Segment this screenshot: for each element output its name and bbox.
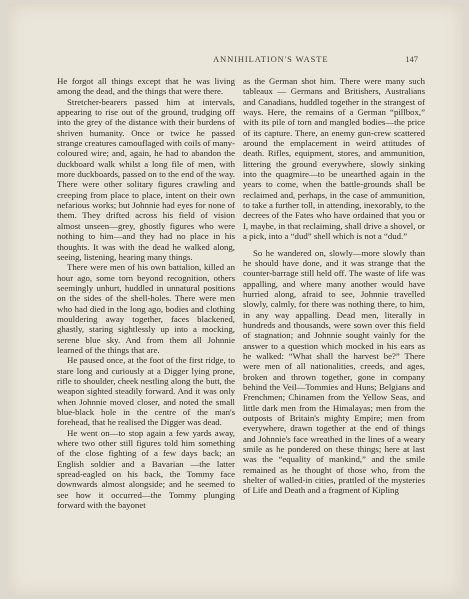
left-column	[57, 76, 235, 510]
page-number: 147	[405, 54, 418, 64]
paragraph: Stretcher-bearers passed him at intervals, appearing to rise out of the ground, trudging off into the grey of the distance with their burdens of shriven humanity. Once or twice he passed strange creatures camouflaged with coils of many-coloured wire; and, again, he had to abandon the duckboard walk whilst a long file of men, with more duckboards, passed on to the end of the way. There were other solitary figures crawling and creeping from place to place, intent on their own nefarious works; but Johnnie had eyes for none of them. They drifted across his field of vision almost unseen—grey, ghostly figures who were nothing to him—and they had no place in his thoughts. It was with the dead he walked along, seeing, listening, hearing many things.	[57, 96, 235, 262]
paragraph: He went on—to stop again a few yards away, where two other still figures told him something of the close fighting of a few days back; an English soldier and a Bavarian —the latter spread-eagled on his back, the Tommy face downwards almost alongside; and he seemed to see how it occurred—the Tommy plunging forward with the bayonet	[57, 427, 235, 511]
paragraph: There were men of his own battalion, killed an hour ago, some torn beyond recognition, others seemingly unhurt, huddled in unnatural positions on the sides of the shell-holes. There were men who had died in the long ago, bodies and clothing mouldering away together, faces blackened, ghastly, staring sightlessly up into a mocking, serene blue sky. And from them all Johnnie learned of the things that are.	[57, 262, 235, 355]
page-header	[8, 54, 463, 68]
right-column	[243, 76, 425, 496]
paragraph: He forgot all things except that he was living among the dead, and the things that were there.	[57, 76, 235, 97]
paragraph: as the German shot him. There were many such tableaux — Germans and Britishers, Australians and Canadians, huddled together in the strangest of ways. Here, the remains of a German “pillbox,” with its pile of torn and mangled bodies—the price of its capture. There, an enemy gun-crew scattered around the emplacement in weird attitudes of death. Rifles, equipment, stores, and ammunition, littering the ground everywhere, slowly sinking into the quagmire—to be unearthed again in the years to come, when the battle-grounds shall be reclaimed and, perhaps, in the case of ammunition, to take a further toll, in attending, inexorably, to the decrees of the Fates who have ordained that you or I, maybe, in that reclaiming, shall drive a shovel, or a pick, into a “dud” shell which is not a “dud.”	[243, 76, 425, 242]
paragraph: He paused once, at the foot of the first ridge, to stare long and curiously at a Digger lying prone, rifle to shoulder, cheek nestling along the butt, the weapon sighted steadily forward. And it was only when Johnnie moved closer, and noted the small blue-black hole in the centre of the man's forehead, that he realised the Digger was dead.	[57, 355, 235, 428]
book-page	[8, 4, 463, 595]
running-head: ANNIHILATION'S WASTE	[213, 54, 329, 64]
paragraph: So he wandered on, slowly—more slowly than he should have done, and it was strange that the counter-barrage still held off. The waste of life was appalling, and where many another would have hurried along, afraid to see, Johnnie travelled slowly, calmly, for there was nothing there, to him, in any way appalling. Dead men, literally in hundreds and thousands, were sown over this field of stagnation; and Johnnie sought vainly for the answer to a question which mocked in his ears as he walked: “What shall the harvest be?” There were men of all nationalities, creeds, and ages, broken and thrown together, gone in company behind the Veil—Tommies and Huns; Belgians and Frenchmen; Chinamen from the Yellow Seas, and little dark men from the Himalayas; men from the outposts of Britain's mighty Empire; men from everywhere, drawn together at the end of things and Johnnie's face wreathed in the lines of a weary smile as he pondered on these things; here at last was the “equality of mankind,” and the smile remained as he thought of those who, from the shelter of walled-in cities, prattled of the mysteries of Life and Death and a fragment of Kipling	[243, 247, 425, 496]
